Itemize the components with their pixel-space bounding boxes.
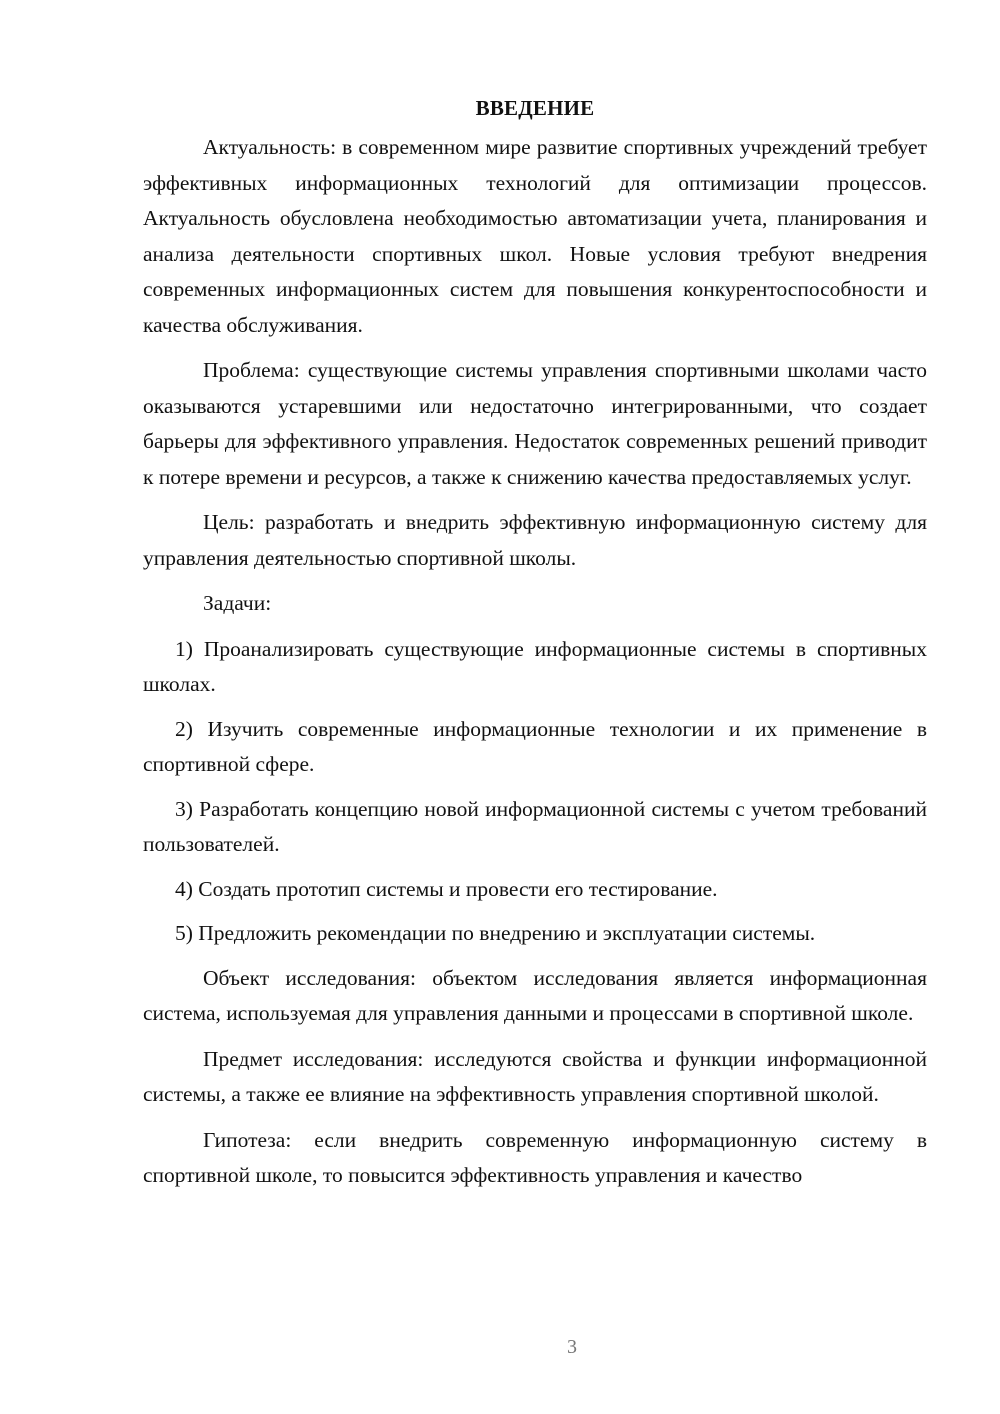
paragraph-object: Объект исследования: объектом исследования является информационная система, используемая для управления данными и процессами в спортивной школе. (143, 965, 927, 1025)
task-item-4: 4) Создать прототип системы и провести его тестирование. (175, 876, 718, 901)
task-item-1: 1) Проанализировать существующие информационные системы в спортивных школах. (143, 636, 927, 696)
task-item-2: 2) Изучить современные информационные технологии и их применение в спортивной сфере. (143, 716, 927, 776)
paragraph-hypothesis: Гипотеза: если внедрить современную информационную систему в спортивной школе, то повысится эффективность управления и качество (143, 1127, 927, 1187)
paragraph-goal: Цель: разработать и внедрить эффективную информационную систему для управления деятельностью спортивной школы. (143, 510, 927, 570)
paragraph-problem: Проблема: существующие системы управления спортивными школами часто оказываются устаревшими или недостаточно интегрированными, что создает барьеры для эффективного управления. Недостаток современных решений приводит к потере времени и ресурсов, а также к снижению качества предоставляемых услуг. (143, 358, 927, 489)
page-number: 3 (567, 1336, 577, 1358)
page-title: ВВЕДЕНИЕ (475, 96, 595, 120)
tasks-label: Задачи: (203, 591, 272, 615)
task-item-3: 3) Разработать концепцию новой информационной системы с учетом требований пользователей. (143, 796, 927, 856)
paragraph-subject: Предмет исследования: исследуются свойства и функции информационной системы, а также ее влияние на эффективность управления спортивной школой. (143, 1046, 927, 1106)
page-body (143, 90, 927, 1204)
task-item-5: 5) Предложить рекомендации по внедрению и эксплуатации системы. (175, 921, 816, 945)
paragraph-relevance: Актуальность: в современном мире развитие спортивных учреждений требует эффективных информационных технологий для оптимизации процессов. Актуальность обусловлена необходимостью автоматизации учета, планирования и анализа деятельности спортивных школ. Новые условия требуют внедрения современных информационных систем для повышения конкурентоспособности и качества обслуживания. (143, 135, 927, 337)
